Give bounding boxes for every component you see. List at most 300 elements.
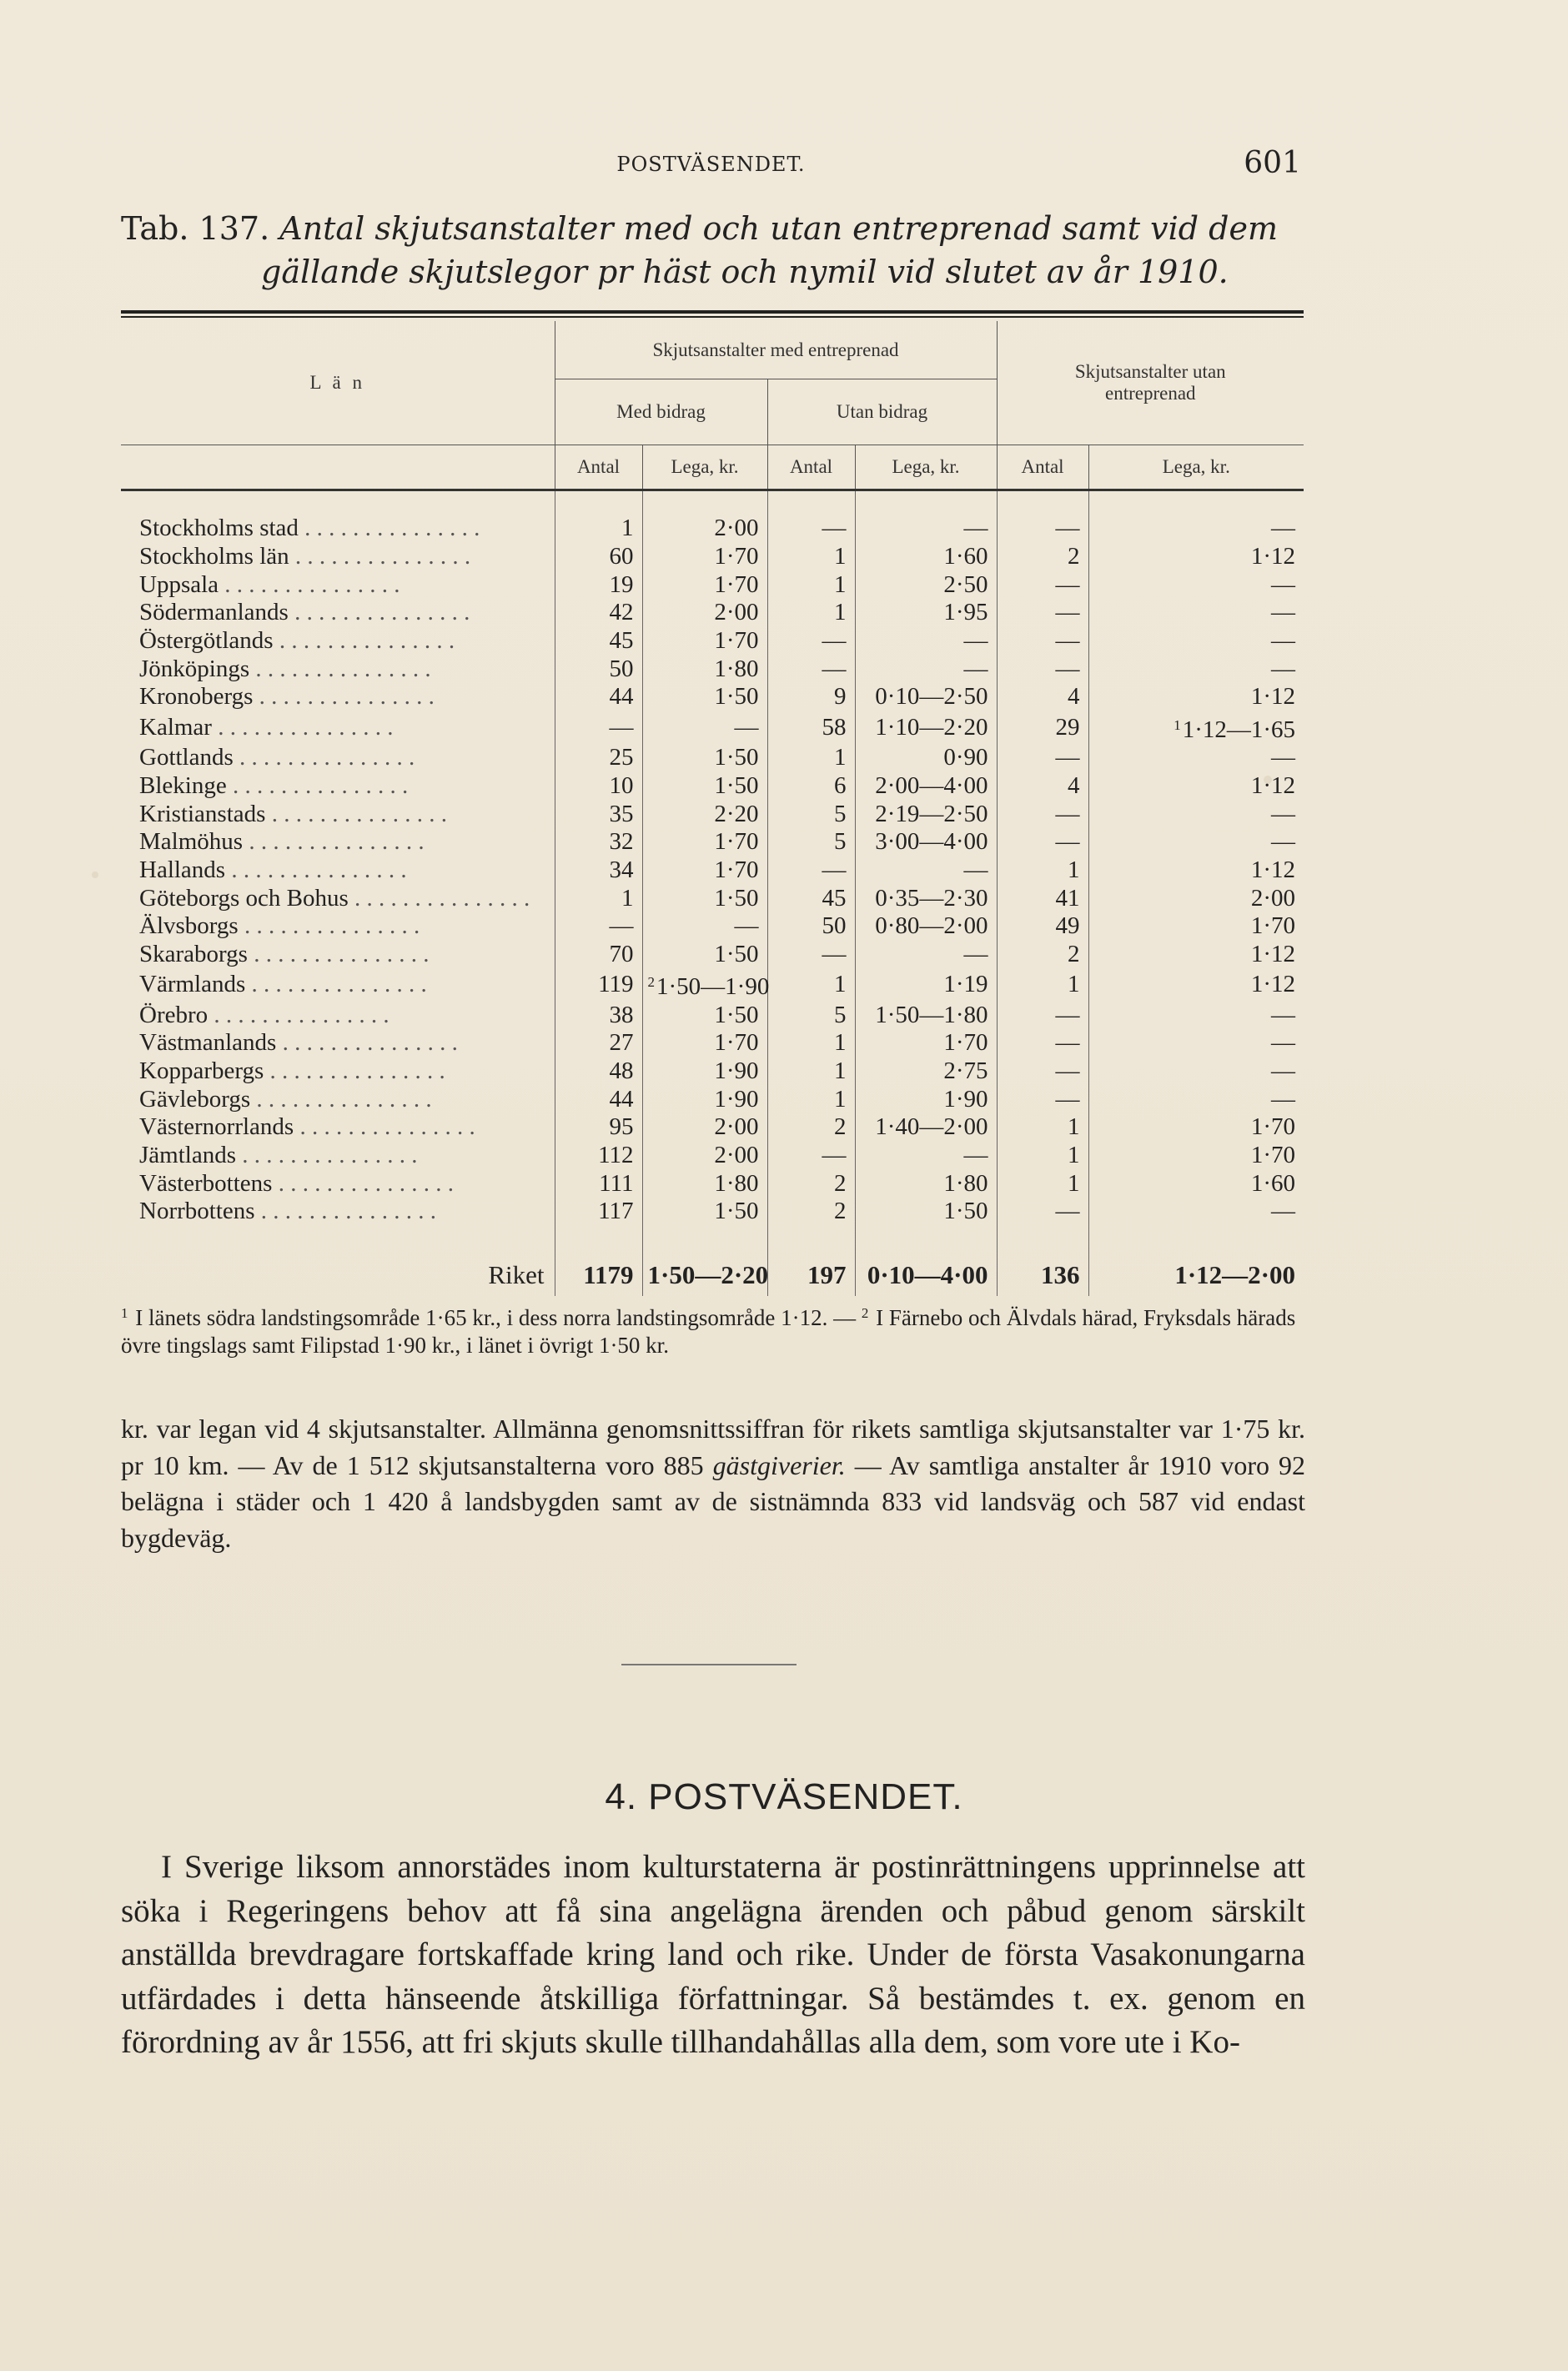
lega-med-bidrag-value: 2·20 bbox=[714, 800, 759, 827]
lan-name-cell bbox=[121, 744, 555, 772]
lega-med-bidrag-value: 1·70 bbox=[714, 570, 759, 598]
lega-utan-bidrag bbox=[855, 968, 997, 1001]
lan-name-cell bbox=[121, 828, 555, 856]
lega-med-bidrag-value: 1·50 bbox=[714, 884, 759, 912]
lan-name: Södermanlands bbox=[139, 599, 289, 626]
leader-dots: . . . . . . . . . . . . . . . bbox=[245, 971, 427, 998]
lan-name: Malmöhus bbox=[139, 828, 244, 856]
antal-utan-bidrag-value: 58 bbox=[822, 713, 847, 741]
lan-name: Stockholms stad bbox=[139, 515, 299, 542]
lega-utan-entreprenad-value: — bbox=[1271, 627, 1296, 655]
paragraph-postvasendet bbox=[121, 1846, 1305, 2065]
lan-name-cell bbox=[121, 968, 555, 1001]
antal-utan-entreprenad-value: 29 bbox=[1055, 713, 1080, 741]
antal-utan-entreprenad bbox=[997, 655, 1088, 683]
antal-med-bidrag-value: 44 bbox=[609, 1085, 634, 1113]
antal-med-bidrag-value: 48 bbox=[609, 1057, 634, 1085]
antal-med-bidrag-value: 38 bbox=[609, 1001, 634, 1028]
lega-utan-entreprenad-value: — bbox=[1271, 1198, 1296, 1225]
lega-utan-entreprenad-value: — bbox=[1271, 1001, 1296, 1028]
lega-med-bidrag bbox=[642, 1057, 767, 1086]
lega-med-bidrag-value: 1·70 bbox=[714, 828, 759, 856]
table-row bbox=[121, 599, 1304, 627]
section-heading: 4. POSTVÄSENDET. bbox=[605, 1776, 963, 1817]
antal-med-bidrag bbox=[555, 1113, 642, 1142]
antal-med-bidrag bbox=[555, 800, 642, 828]
header-utan-bidrag: Utan bidrag bbox=[767, 379, 997, 445]
total-lega-utan-entreprenad-value: 1·12—2·00 bbox=[1174, 1260, 1296, 1290]
total-lega-utan-entreprenad bbox=[1088, 1249, 1304, 1296]
antal-utan-bidrag bbox=[767, 655, 855, 683]
lega-utan-bidrag-value: 1·40—2·00 bbox=[875, 1113, 988, 1141]
antal-utan-bidrag bbox=[767, 1085, 855, 1113]
lega-utan-bidrag bbox=[855, 800, 997, 828]
lega-utan-entreprenad bbox=[1088, 1113, 1304, 1142]
page-number: 601 bbox=[1244, 146, 1301, 180]
lega-utan-bidrag bbox=[855, 1057, 997, 1086]
lega-utan-entreprenad-value: 1·12 bbox=[1250, 971, 1296, 998]
lega-utan-bidrag-value: — bbox=[963, 515, 988, 542]
lan-name-cell bbox=[121, 570, 555, 599]
paper-spot bbox=[92, 872, 98, 878]
leader-dots: . . . . . . . . . . . . . . . bbox=[247, 940, 430, 967]
antal-utan-bidrag-value: 1 bbox=[834, 1057, 847, 1085]
table-row bbox=[121, 683, 1304, 711]
lega-utan-bidrag bbox=[855, 1142, 997, 1170]
leader-dots: . . . . . . . . . . . . . . . bbox=[243, 828, 425, 856]
lega-utan-entreprenad bbox=[1088, 1057, 1304, 1086]
antal-utan-entreprenad-value: 1 bbox=[1068, 1142, 1080, 1169]
lega-utan-bidrag bbox=[855, 744, 997, 772]
antal-med-bidrag bbox=[555, 515, 642, 543]
antal-med-bidrag-value: 60 bbox=[609, 543, 634, 570]
footnotes bbox=[121, 1299, 1305, 1359]
antal-utan-entreprenad-value: — bbox=[1055, 515, 1080, 542]
lega-utan-bidrag-value: 0·35—2·30 bbox=[875, 884, 988, 912]
lan-name-cell bbox=[121, 1001, 555, 1029]
lega-utan-bidrag bbox=[855, 1029, 997, 1057]
lega-utan-entreprenad bbox=[1088, 1198, 1304, 1226]
antal-utan-bidrag-value: — bbox=[822, 940, 847, 967]
antal-utan-entreprenad bbox=[997, 1029, 1088, 1057]
lan-name-cell bbox=[121, 800, 555, 828]
lega-utan-entreprenad bbox=[1088, 1169, 1304, 1198]
lega-med-bidrag-value: 2·00 bbox=[714, 515, 759, 542]
antal-utan-bidrag-value: 5 bbox=[834, 828, 847, 856]
lega-utan-bidrag bbox=[855, 912, 997, 941]
lan-name-cell bbox=[121, 627, 555, 656]
antal-med-bidrag bbox=[555, 655, 642, 683]
lega-med-bidrag bbox=[642, 1198, 767, 1226]
footnote-2-mark: 2 bbox=[861, 1305, 869, 1321]
lega-utan-bidrag-value: 2·75 bbox=[943, 1057, 988, 1085]
antal-utan-bidrag-value: 50 bbox=[822, 912, 847, 940]
leader-dots: . . . . . . . . . . . . . . . bbox=[348, 884, 530, 912]
lega-utan-entreprenad bbox=[1088, 856, 1304, 885]
antal-utan-bidrag bbox=[767, 772, 855, 801]
antal-med-bidrag-value: 25 bbox=[609, 744, 634, 771]
antal-utan-bidrag-value: — bbox=[822, 515, 847, 542]
antal-utan-bidrag-value: 9 bbox=[834, 683, 847, 711]
lan-name: Västerbottens bbox=[139, 1169, 273, 1197]
antal-utan-bidrag bbox=[767, 884, 855, 912]
lega-utan-entreprenad bbox=[1088, 1029, 1304, 1057]
lega-utan-entreprenad bbox=[1088, 543, 1304, 571]
leader-dots: . . . . . . . . . . . . . . . bbox=[298, 515, 480, 542]
total-antal-utan-entreprenad-value: 136 bbox=[1041, 1260, 1080, 1290]
lega-utan-bidrag-value: 1·60 bbox=[943, 543, 988, 570]
antal-utan-bidrag-value: 1 bbox=[834, 543, 847, 570]
running-title: POSTVÄSENDET. bbox=[616, 153, 806, 176]
section-separator bbox=[621, 1664, 797, 1665]
leader-dots: . . . . . . . . . . . . . . . bbox=[211, 713, 394, 741]
lan-name: Kronobergs bbox=[139, 683, 254, 711]
antal-med-bidrag-value: 35 bbox=[609, 800, 634, 827]
leader-dots: . . . . . . . . . . . . . . . bbox=[219, 570, 400, 598]
lan-name: Västernorrlands bbox=[139, 1113, 294, 1141]
lan-name-cell bbox=[121, 1085, 555, 1113]
lan-name: Örebro bbox=[139, 1001, 209, 1028]
paragraph-skjuts-b: — Av samtliga anstalter år 1910 voro 92 belägna i städer och 1 420 å landsbygden samt av de sistnämnda 833 vid landsväg och 587 vid endast bygdeväg. bbox=[121, 1449, 1306, 1553]
antal-med-bidrag bbox=[555, 884, 642, 912]
antal-utan-entreprenad bbox=[997, 543, 1088, 571]
antal-utan-entreprenad bbox=[997, 1113, 1088, 1142]
antal-utan-entreprenad bbox=[997, 1085, 1088, 1113]
antal-med-bidrag-value: 32 bbox=[609, 828, 634, 856]
leader-dots: . . . . . . . . . . . . . . . bbox=[265, 800, 447, 827]
antal-utan-entreprenad-value: — bbox=[1055, 828, 1080, 856]
lega-med-bidrag bbox=[642, 599, 767, 627]
table-row bbox=[121, 800, 1304, 828]
antal-utan-entreprenad bbox=[997, 828, 1088, 856]
lega-med-bidrag bbox=[642, 627, 767, 656]
lega-utan-bidrag-value: — bbox=[963, 1142, 988, 1169]
antal-utan-entreprenad bbox=[997, 1001, 1088, 1029]
lega-utan-entreprenad bbox=[1088, 570, 1304, 599]
antal-utan-entreprenad-value: 1 bbox=[1068, 1169, 1080, 1197]
total-row bbox=[121, 1249, 1304, 1296]
lega-utan-entreprenad-value: — bbox=[1271, 599, 1296, 626]
total-lega-med-bidrag-value: 1·50—2·20 bbox=[647, 1260, 769, 1290]
antal-utan-bidrag bbox=[767, 941, 855, 969]
lega-utan-entreprenad-value: — bbox=[1271, 570, 1296, 598]
antal-utan-bidrag bbox=[767, 1001, 855, 1029]
antal-med-bidrag bbox=[555, 1142, 642, 1170]
header-lan: L ä n bbox=[309, 372, 365, 393]
table-row bbox=[121, 1142, 1304, 1170]
lega-med-bidrag bbox=[642, 655, 767, 683]
antal-utan-entreprenad bbox=[997, 1169, 1088, 1198]
antal-utan-entreprenad-value: 4 bbox=[1068, 771, 1080, 799]
lega-med-bidrag-value: 2·00 bbox=[714, 1142, 759, 1169]
leader-dots: . . . . . . . . . . . . . . . bbox=[250, 1085, 432, 1113]
antal-med-bidrag bbox=[555, 570, 642, 599]
lega-utan-bidrag-value: — bbox=[963, 627, 988, 655]
lega-utan-bidrag-value: 3·00—4·00 bbox=[875, 828, 988, 856]
caption-line-2: gällande skjutslegor pr häst och nymil vid slutet av år 1910. bbox=[261, 254, 1229, 290]
antal-utan-entreprenad bbox=[997, 1057, 1088, 1086]
antal-utan-bidrag-value: 1 bbox=[834, 1029, 847, 1057]
total-lega-utan-bidrag bbox=[855, 1249, 997, 1296]
antal-utan-bidrag bbox=[767, 570, 855, 599]
lega-med-bidrag-value: 1·50 bbox=[714, 1198, 759, 1225]
total-antal-utan-entreprenad bbox=[997, 1249, 1088, 1296]
table-row bbox=[121, 627, 1304, 656]
header-med-entreprenad: Skjutsanstalter med entreprenad bbox=[555, 321, 997, 379]
lega-utan-entreprenad-value: 2·00 bbox=[1250, 884, 1296, 912]
lega-utan-bidrag bbox=[855, 515, 997, 543]
antal-utan-bidrag bbox=[767, 968, 855, 1001]
antal-utan-entreprenad bbox=[997, 570, 1088, 599]
lega-utan-bidrag bbox=[855, 856, 997, 885]
lega-med-bidrag-value: 1·50 bbox=[714, 683, 759, 711]
lega-utan-entreprenad bbox=[1088, 599, 1304, 627]
antal-utan-bidrag bbox=[767, 683, 855, 711]
lega-utan-entreprenad-value: 1·70 bbox=[1250, 1142, 1296, 1169]
lan-name-cell bbox=[121, 711, 555, 744]
lega-utan-entreprenad-value: 1·12 bbox=[1250, 543, 1296, 570]
total-lega-utan-bidrag-value: 0·10—4·00 bbox=[867, 1260, 988, 1290]
leader-dots: . . . . . . . . . . . . . . . bbox=[208, 1001, 389, 1028]
lan-name-cell bbox=[121, 1169, 555, 1198]
antal-utan-entreprenad bbox=[997, 599, 1088, 627]
lan-name: Gottlands bbox=[139, 744, 234, 771]
spacer-row bbox=[121, 490, 1304, 515]
antal-utan-bidrag-value: 2 bbox=[834, 1198, 847, 1225]
antal-med-bidrag bbox=[555, 1057, 642, 1086]
total-lega-med-bidrag bbox=[642, 1249, 767, 1296]
antal-med-bidrag bbox=[555, 941, 642, 969]
lega-utan-bidrag bbox=[855, 543, 997, 571]
antal-med-bidrag-value: — bbox=[609, 713, 634, 741]
antal-utan-entreprenad bbox=[997, 627, 1088, 656]
lega-utan-bidrag-value: — bbox=[963, 940, 988, 967]
antal-med-bidrag-value: 112 bbox=[598, 1142, 634, 1169]
antal-utan-entreprenad bbox=[997, 884, 1088, 912]
lan-name: Kalmar bbox=[139, 713, 212, 741]
lega-utan-entreprenad-value: 1·12 bbox=[1250, 683, 1296, 711]
header-row-3 bbox=[121, 445, 1304, 490]
antal-med-bidrag bbox=[555, 912, 642, 941]
header-antal-2: Antal bbox=[767, 445, 855, 490]
lan-name-cell bbox=[121, 543, 555, 571]
lega-utan-bidrag-value: 0·90 bbox=[943, 744, 988, 771]
antal-utan-entreprenad bbox=[997, 711, 1088, 744]
lega-utan-bidrag bbox=[855, 941, 997, 969]
lan-name-cell bbox=[121, 1029, 555, 1057]
table-row bbox=[121, 856, 1304, 885]
antal-med-bidrag-value: 34 bbox=[609, 856, 634, 883]
lan-name: Gävleborgs bbox=[139, 1085, 251, 1113]
lega-utan-bidrag-value: 1·50—1·80 bbox=[875, 1001, 988, 1028]
lega-utan-bidrag-value: — bbox=[963, 655, 988, 682]
antal-med-bidrag-value: 70 bbox=[609, 940, 634, 967]
antal-med-bidrag bbox=[555, 828, 642, 856]
antal-utan-bidrag-value: — bbox=[822, 1142, 847, 1169]
caption-line-1: Antal skjutsanstalter med och utan entreprenad samt vid dem bbox=[279, 210, 1278, 247]
leader-dots: . . . . . . . . . . . . . . . bbox=[225, 856, 407, 883]
table-body bbox=[121, 490, 1304, 1296]
antal-med-bidrag bbox=[555, 599, 642, 627]
lega-med-bidrag bbox=[642, 683, 767, 711]
lega-med-bidrag bbox=[642, 941, 767, 969]
leader-dots: . . . . . . . . . . . . . . . bbox=[236, 1142, 418, 1169]
antal-utan-bidrag-value: — bbox=[822, 856, 847, 883]
antal-med-bidrag bbox=[555, 543, 642, 571]
lega-utan-bidrag bbox=[855, 711, 997, 744]
antal-med-bidrag bbox=[555, 1029, 642, 1057]
footnote-1: I länets södra landstingsområde 1·65 kr., i dess norra landstingsområde 1·12. — bbox=[135, 1305, 857, 1330]
lan-name: Västmanlands bbox=[139, 1029, 277, 1057]
antal-utan-bidrag bbox=[767, 515, 855, 543]
header-lega-2: Lega, kr. bbox=[855, 445, 997, 490]
table-row bbox=[121, 744, 1304, 772]
antal-med-bidrag-value: 111 bbox=[599, 1169, 634, 1197]
total-label bbox=[121, 1249, 555, 1296]
paragraph-skjuts-a: kr. var legan vid 4 skjutsanstalter. Allmänna genomsnittssiffran för rikets samtliga skjutsanstalter var 1·75 kr. pr 10 km. — Av de 1 512 skjutsanstalterna voro 885 bbox=[121, 1414, 1305, 1480]
lan-name: Värmlands bbox=[139, 971, 246, 998]
antal-utan-entreprenad-value: — bbox=[1055, 599, 1080, 626]
antal-utan-bidrag bbox=[767, 543, 855, 571]
lega-utan-entreprenad-value: — bbox=[1271, 1029, 1296, 1057]
lega-utan-entreprenad-value: — bbox=[1271, 655, 1296, 682]
lega-utan-entreprenad-value: — bbox=[1271, 1085, 1296, 1113]
antal-utan-entreprenad-value: 1 bbox=[1068, 1113, 1080, 1141]
lega-utan-bidrag-value: 0·10—2·50 bbox=[875, 683, 988, 711]
lega-utan-entreprenad bbox=[1088, 941, 1304, 969]
lega-utan-entreprenad bbox=[1088, 744, 1304, 772]
antal-utan-entreprenad bbox=[997, 683, 1088, 711]
antal-utan-bidrag-value: 5 bbox=[834, 1001, 847, 1028]
lega-utan-entreprenad-value: 1·12—1·65 bbox=[1182, 716, 1296, 743]
lan-name: Stockholms län bbox=[139, 543, 289, 570]
header-utan-entreprenad: Skjutsanstalter utan entreprenad bbox=[997, 321, 1304, 445]
antal-utan-bidrag-value: 1 bbox=[834, 744, 847, 771]
lan-name-cell bbox=[121, 599, 555, 627]
antal-med-bidrag-value: 45 bbox=[609, 627, 634, 655]
lega-utan-entreprenad bbox=[1088, 683, 1304, 711]
antal-utan-entreprenad-value: — bbox=[1055, 1057, 1080, 1085]
leader-dots: . . . . . . . . . . . . . . . bbox=[226, 771, 409, 799]
lan-name-cell bbox=[121, 515, 555, 543]
lega-utan-bidrag-value: 0·80—2·00 bbox=[875, 912, 988, 940]
antal-med-bidrag-value: 42 bbox=[609, 599, 634, 626]
lega-utan-entreprenad bbox=[1088, 800, 1304, 828]
antal-med-bidrag bbox=[555, 744, 642, 772]
leader-dots: . . . . . . . . . . . . . . . bbox=[264, 1057, 445, 1085]
antal-med-bidrag-value: 1 bbox=[621, 515, 634, 542]
lega-med-bidrag bbox=[642, 1029, 767, 1057]
leader-dots: . . . . . . . . . . . . . . . bbox=[249, 655, 431, 682]
antal-utan-entreprenad-value: — bbox=[1055, 744, 1080, 771]
lan-name-cell bbox=[121, 856, 555, 885]
lega-utan-entreprenad bbox=[1088, 627, 1304, 656]
lega-utan-bidrag bbox=[855, 655, 997, 683]
paragraph-postvasendet-text: I Sverige liksom annorstädes inom kulturstaterna är postinrättningens upprinnelse att söka i Regeringens behov att få sina angelägna ärenden och påbud genom särskilt anställda brevdragare fortskaffade kring land och rike. Under de första Vasakonungarna utfärdades i detta hänseende åtskilliga författningar. Så bestämdes t. ex. genom en förordning av år 1556, att fri skjuts skulle tillhandahållas alla dem, som vore ute i Ko- bbox=[121, 1849, 1305, 2060]
lega-med-bidrag bbox=[642, 711, 767, 744]
lega-utan-entreprenad-value: 1·60 bbox=[1250, 1169, 1296, 1197]
statistics-table-wrap bbox=[121, 321, 1304, 1296]
lega-utan-bidrag bbox=[855, 884, 997, 912]
total-antal-med-bidrag-value: 1179 bbox=[583, 1260, 634, 1290]
lan-name: Göteborgs och Bohus bbox=[139, 884, 349, 912]
table-top-rule-thin bbox=[121, 316, 1304, 318]
lega-med-bidrag bbox=[642, 912, 767, 941]
antal-utan-bidrag bbox=[767, 1169, 855, 1198]
table-row bbox=[121, 941, 1304, 969]
antal-utan-entreprenad-value: — bbox=[1055, 1198, 1080, 1225]
antal-med-bidrag bbox=[555, 856, 642, 885]
lan-name-cell bbox=[121, 683, 555, 711]
antal-utan-entreprenad bbox=[997, 1198, 1088, 1226]
antal-utan-entreprenad-value: 2 bbox=[1068, 543, 1080, 570]
lega-med-bidrag bbox=[642, 744, 767, 772]
lega-utan-bidrag-value: 1·90 bbox=[943, 1085, 988, 1113]
lan-name: Kopparbergs bbox=[139, 1057, 264, 1085]
lega-utan-bidrag-value: 1·19 bbox=[943, 971, 988, 998]
lega-utan-bidrag bbox=[855, 1001, 997, 1029]
table-row bbox=[121, 828, 1304, 856]
table-row bbox=[121, 1057, 1304, 1086]
lega-utan-entreprenad-value: 1·12 bbox=[1250, 771, 1296, 799]
lan-name: Jämtlands bbox=[139, 1142, 236, 1169]
antal-med-bidrag bbox=[555, 627, 642, 656]
antal-utan-entreprenad-value: — bbox=[1055, 1029, 1080, 1057]
antal-utan-entreprenad-value: — bbox=[1055, 655, 1080, 682]
table-row bbox=[121, 655, 1304, 683]
lega-med-bidrag bbox=[642, 856, 767, 885]
lega-med-bidrag bbox=[642, 828, 767, 856]
antal-utan-bidrag bbox=[767, 1029, 855, 1057]
table-row bbox=[121, 912, 1304, 941]
lega-med-bidrag-value: 1·50 bbox=[714, 771, 759, 799]
lega-utan-entreprenad bbox=[1088, 1085, 1304, 1113]
antal-utan-entreprenad bbox=[997, 856, 1088, 885]
lan-name: Uppsala bbox=[139, 570, 219, 598]
antal-utan-bidrag-value: 6 bbox=[834, 771, 847, 799]
lega-utan-entreprenad-value: 1·12 bbox=[1250, 940, 1296, 967]
header-row-1 bbox=[121, 321, 1304, 379]
footnote-1-mark: 1 bbox=[121, 1305, 128, 1321]
lega-utan-entreprenad-value: — bbox=[1271, 744, 1296, 771]
table-row bbox=[121, 968, 1304, 1001]
lega-utan-entreprenad bbox=[1088, 772, 1304, 801]
lega-med-bidrag-value: 1·90 bbox=[714, 1057, 759, 1085]
lega-med-bidrag-value: 1·50 bbox=[714, 940, 759, 967]
lega-utan-entreprenad-value: 1·12 bbox=[1250, 856, 1296, 883]
leader-dots: . . . . . . . . . . . . . . . bbox=[272, 1169, 454, 1197]
table-row bbox=[121, 1169, 1304, 1198]
antal-utan-bidrag bbox=[767, 627, 855, 656]
antal-utan-entreprenad bbox=[997, 515, 1088, 543]
lega-utan-entreprenad-value: — bbox=[1271, 800, 1296, 827]
lega-utan-bidrag-value: 1·80 bbox=[943, 1169, 988, 1197]
antal-utan-bidrag-value: — bbox=[822, 627, 847, 655]
antal-utan-entreprenad bbox=[997, 772, 1088, 801]
antal-utan-entreprenad-value: — bbox=[1055, 800, 1080, 827]
lega-utan-bidrag bbox=[855, 683, 997, 711]
paragraph-skjuts bbox=[121, 1411, 1305, 1556]
leader-dots: . . . . . . . . . . . . . . . bbox=[233, 744, 415, 771]
antal-med-bidrag-value: 1 bbox=[621, 884, 634, 912]
header-lega-3: Lega, kr. bbox=[1088, 445, 1304, 490]
table-top-rule bbox=[121, 310, 1304, 314]
antal-med-bidrag-value: — bbox=[609, 912, 634, 940]
antal-utan-bidrag bbox=[767, 1057, 855, 1086]
lega-med-bidrag bbox=[642, 1169, 767, 1198]
leader-dots: . . . . . . . . . . . . . . . bbox=[253, 683, 435, 711]
lan-name: Skaraborgs bbox=[139, 940, 248, 967]
